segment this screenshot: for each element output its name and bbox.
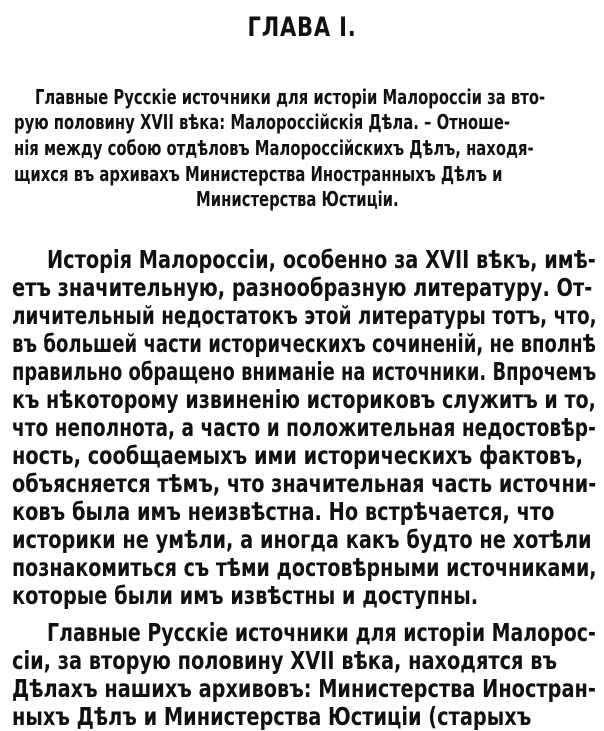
- paragraph-line: сiи, за вторую половину XVII вѣка, находятся въ: [12, 646, 558, 675]
- paragraph-line: правильно обращено вниманiе на источники. Впрочемъ: [12, 357, 597, 386]
- summary-line: Главные Русскiе источники для исторiи Малороссiи за вто-: [35, 85, 546, 109]
- summary-line: нiя между собою отдѣловъ Малороссiйскихъ Дѣлъ, находя-: [14, 136, 534, 160]
- paragraph-line: которые были имъ извѣстны и доступны.: [12, 581, 479, 610]
- paragraph-line: познакомиться съ тѣми достовѣрными источниками,: [12, 553, 597, 582]
- paragraph-line: Дѣлахъ нашихъ архивовъ: Министерства Иностран-: [12, 674, 596, 703]
- paragraph-line: Исторiя Малороссiи, особенно за XVII вѣкъ, имѣ-: [47, 245, 596, 274]
- paragraph-line: историки не умѣли, а иногда какъ будто не хотѣли: [12, 525, 592, 554]
- summary-line: рую половину XVII вѣка: Малороссiйскiя Дѣла. – Отноше-: [14, 110, 511, 134]
- paragraph-line: въ большей части историческихъ сочиненiй, не вполнѣ: [12, 329, 596, 358]
- summary-line: Министерства Юстицiи.: [196, 187, 399, 211]
- paragraph-line: ковъ была имъ неизвѣстна. Но встрѣчается, что: [12, 497, 555, 526]
- paragraph-line: объясняется тѣмъ, что значительная часть источни-: [12, 469, 597, 498]
- paragraph-line: ныхъ Дѣлъ и Министерства Юстицiи (старыхъ: [12, 702, 532, 731]
- paragraph-line: етъ значительную, разнообразную литературу. От-: [12, 273, 593, 302]
- paragraph-line: къ нѣкоторому извиненiю историковъ служитъ и то,: [12, 385, 596, 414]
- summary-line: щихся въ архивахъ Министерства Иностранныхъ Дѣлъ и: [14, 162, 503, 186]
- paragraph-line: Главные Русскiе источники для исторiи Малорос-: [47, 618, 596, 647]
- paragraph-line: что неполнота, а часто и положительная недостовѣр-: [12, 413, 596, 442]
- chapter-title: ГЛАВА I.: [247, 12, 357, 43]
- paragraph-line: личительный недостатокъ этой литературы тотъ, что,: [12, 301, 597, 330]
- paragraph-line: ность, сообщаемыхъ ими историческихъ фактовъ,: [12, 441, 584, 470]
